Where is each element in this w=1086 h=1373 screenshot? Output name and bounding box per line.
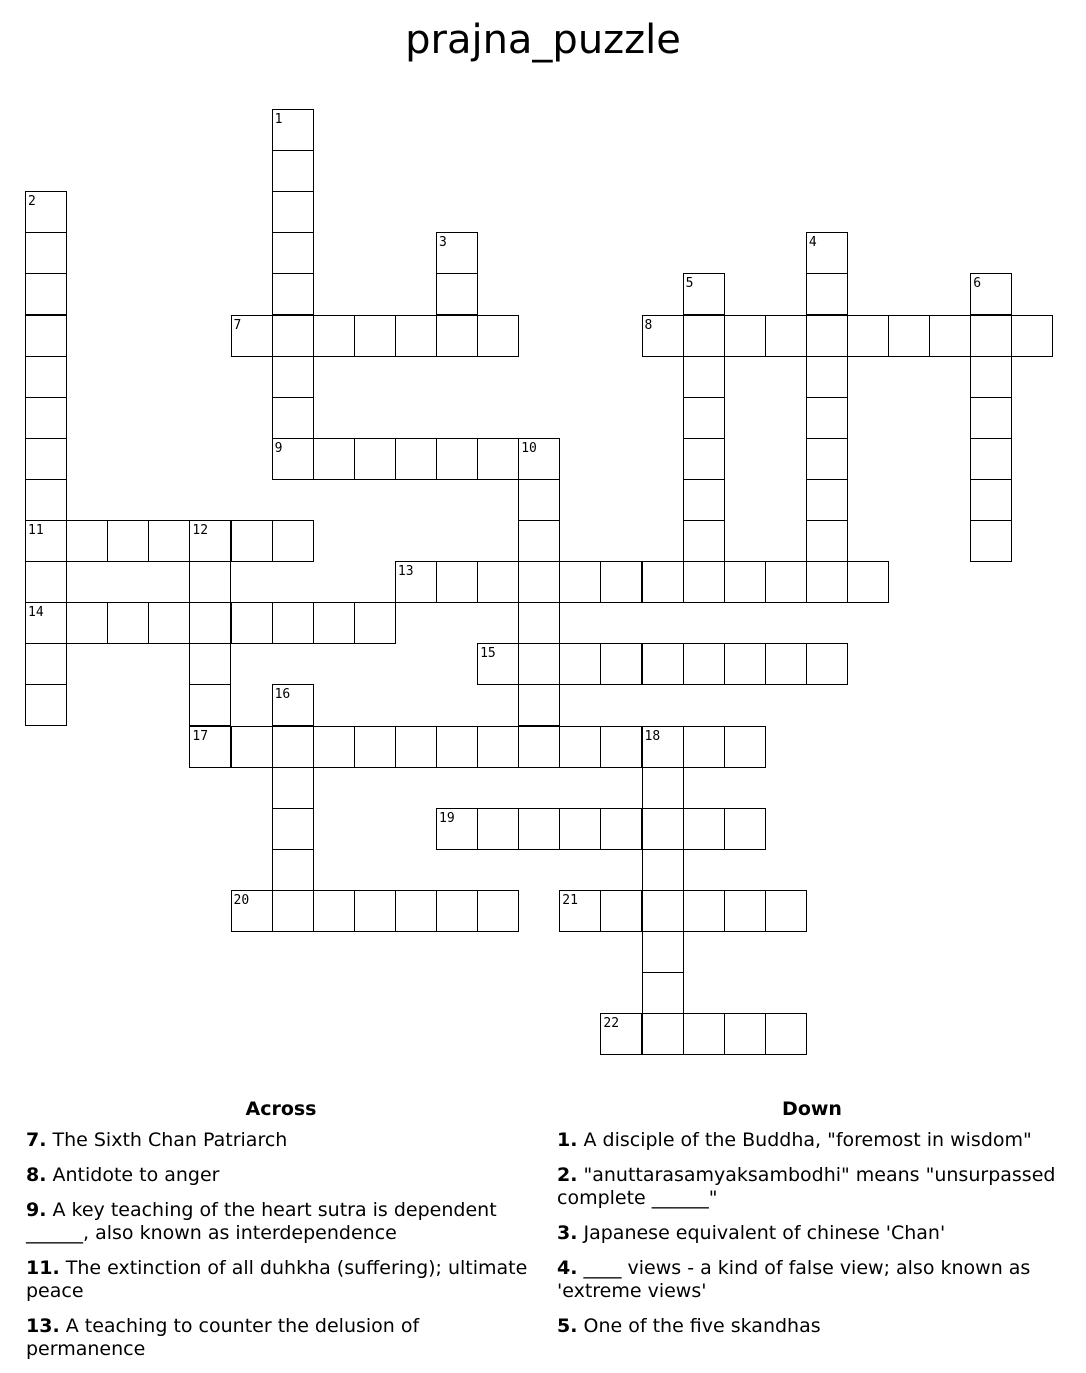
grid-cell[interactable] xyxy=(477,561,519,603)
grid-cell[interactable] xyxy=(642,972,684,1014)
clue-number: 7 xyxy=(233,317,242,333)
grid-cell[interactable] xyxy=(272,684,314,726)
grid-cell[interactable] xyxy=(477,643,519,685)
grid-cell[interactable] xyxy=(272,890,314,932)
grid-cell[interactable] xyxy=(683,726,725,768)
grid-cell[interactable] xyxy=(25,561,67,603)
clue-number: 5 xyxy=(685,276,694,292)
grid-cell[interactable] xyxy=(354,602,396,644)
across-heading: Across xyxy=(245,1098,317,1120)
grid-cell[interactable] xyxy=(765,643,807,685)
grid-cell[interactable] xyxy=(642,315,684,357)
grid-cell[interactable] xyxy=(189,643,231,685)
grid-cell[interactable] xyxy=(724,808,766,850)
grid-cell[interactable] xyxy=(683,890,725,932)
grid-cell[interactable] xyxy=(148,520,190,562)
grid-cell[interactable] xyxy=(559,808,601,850)
grid-cell[interactable] xyxy=(806,438,848,480)
grid-cell[interactable] xyxy=(189,684,231,726)
grid-cell[interactable] xyxy=(272,109,314,151)
clue-across-8: 8. Antidote to anger xyxy=(26,1164,220,1186)
grid-cell[interactable] xyxy=(272,767,314,809)
clue-number: 16 xyxy=(274,687,291,703)
grid-cell[interactable] xyxy=(806,479,848,521)
grid-cell[interactable] xyxy=(272,150,314,192)
grid-cell[interactable] xyxy=(642,808,684,850)
grid-cell[interactable] xyxy=(477,315,519,357)
grid-cell[interactable] xyxy=(25,191,67,233)
grid-cell[interactable] xyxy=(683,397,725,439)
clue-number: 6 xyxy=(973,276,982,292)
grid-cell[interactable] xyxy=(806,273,848,315)
clue-down-4: 4. ____ views - a kind of false view; also known as 'extreme views' xyxy=(557,1257,1031,1302)
grid-cell[interactable] xyxy=(313,438,355,480)
grid-cell[interactable] xyxy=(189,520,231,562)
grid-cell[interactable] xyxy=(518,520,560,562)
grid-cell[interactable] xyxy=(600,643,642,685)
clue-across-11: 11. The extinction of all duhkha (suffering); ultimate peace xyxy=(26,1257,528,1302)
grid-cell[interactable] xyxy=(231,520,273,562)
grid-cell[interactable] xyxy=(642,767,684,809)
grid-cell[interactable] xyxy=(231,726,273,768)
clue-number: 9 xyxy=(274,440,283,456)
grid-cell[interactable] xyxy=(354,726,396,768)
grid-cell[interactable] xyxy=(395,315,437,357)
grid-cell[interactable] xyxy=(189,602,231,644)
grid-cell[interactable] xyxy=(518,438,560,480)
clue-number: 3 xyxy=(439,235,447,251)
grid-cell[interactable] xyxy=(642,1013,684,1055)
grid-cell[interactable] xyxy=(600,808,642,850)
grid-cell[interactable] xyxy=(25,397,67,439)
grid-cell[interactable] xyxy=(642,561,684,603)
grid-cell[interactable] xyxy=(272,849,314,891)
clue-number: 2 xyxy=(28,194,36,210)
grid-cell[interactable] xyxy=(970,438,1012,480)
clue-number: 22 xyxy=(603,1016,620,1032)
grid-cell[interactable] xyxy=(395,438,437,480)
grid-cell[interactable] xyxy=(1011,315,1053,357)
grid-cell[interactable] xyxy=(395,890,437,932)
grid-cell[interactable] xyxy=(477,808,519,850)
down-clues xyxy=(557,1097,1067,1350)
grid-cell[interactable] xyxy=(231,315,273,357)
grid-cell[interactable] xyxy=(642,643,684,685)
grid-cell[interactable] xyxy=(272,397,314,439)
grid-cell[interactable] xyxy=(231,602,273,644)
grid-cell[interactable] xyxy=(313,602,355,644)
down-heading: Down xyxy=(782,1098,842,1120)
grid-cell[interactable] xyxy=(642,890,684,932)
grid-cell[interactable] xyxy=(724,1013,766,1055)
grid-cell[interactable] xyxy=(683,643,725,685)
grid-cell[interactable] xyxy=(518,808,560,850)
clue-down-1: 1. A disciple of the Buddha, "foremost in wisdom" xyxy=(557,1129,1032,1151)
grid-cell[interactable] xyxy=(189,726,231,768)
grid-cell[interactable] xyxy=(25,315,67,357)
grid-cell[interactable] xyxy=(970,315,1012,357)
grid-cell[interactable] xyxy=(313,726,355,768)
grid-cell[interactable] xyxy=(765,1013,807,1055)
grid-cell[interactable] xyxy=(477,890,519,932)
grid-cell[interactable] xyxy=(25,232,67,274)
grid-cell[interactable] xyxy=(395,561,437,603)
grid-cell[interactable] xyxy=(847,315,889,357)
grid-cell[interactable] xyxy=(436,232,478,274)
grid-cell[interactable] xyxy=(683,273,725,315)
grid-cell[interactable] xyxy=(189,561,231,603)
grid-cell[interactable] xyxy=(518,561,560,603)
grid-cell[interactable] xyxy=(436,273,478,315)
grid-cell[interactable] xyxy=(477,438,519,480)
grid-cell[interactable] xyxy=(559,726,601,768)
grid-cell[interactable] xyxy=(272,520,314,562)
grid-cell[interactable] xyxy=(683,315,725,357)
grid-cell[interactable] xyxy=(765,315,807,357)
clue-number: 15 xyxy=(480,646,496,662)
grid-cell[interactable] xyxy=(272,315,314,357)
grid-cell[interactable] xyxy=(683,479,725,521)
clue-number: 13 xyxy=(397,564,414,580)
clue-number: 18 xyxy=(644,728,661,744)
grid-cell[interactable] xyxy=(354,890,396,932)
clue-across-9: 9. A key teaching of the heart sutra is dependent ______, also known as interdependence xyxy=(26,1199,497,1244)
grid-cell[interactable] xyxy=(970,479,1012,521)
clue-number: 17 xyxy=(192,728,209,744)
grid-cell[interactable] xyxy=(970,397,1012,439)
grid-cell[interactable] xyxy=(600,726,642,768)
grid-cell[interactable] xyxy=(683,438,725,480)
grid-cell[interactable] xyxy=(436,438,478,480)
grid-cell[interactable] xyxy=(436,315,478,357)
grid-cell[interactable] xyxy=(354,438,396,480)
grid-cell[interactable] xyxy=(477,726,519,768)
grid-cell[interactable] xyxy=(806,561,848,603)
grid-cell[interactable] xyxy=(559,890,601,932)
grid-cell[interactable] xyxy=(683,808,725,850)
grid-cell[interactable] xyxy=(272,273,314,315)
grid-cell[interactable] xyxy=(313,315,355,357)
clue-number: 14 xyxy=(28,605,44,621)
grid-cell[interactable] xyxy=(66,602,108,644)
grid-cell[interactable] xyxy=(354,315,396,357)
grid-cell[interactable] xyxy=(436,561,478,603)
grid-cell[interactable] xyxy=(600,561,642,603)
grid-cell[interactable] xyxy=(25,520,67,562)
grid-cell[interactable] xyxy=(272,356,314,398)
grid-cell[interactable] xyxy=(765,561,807,603)
clue-down-2: 2. "anuttarasamyaksambodhi" means "unsurpassed complete ______" xyxy=(557,1164,1056,1209)
grid-cell[interactable] xyxy=(25,602,67,644)
grid-cell[interactable] xyxy=(518,479,560,521)
grid-cell[interactable] xyxy=(272,808,314,850)
clue-number: 12 xyxy=(192,523,209,538)
grid-cell[interactable] xyxy=(436,808,478,850)
clue-down-5: 5. One of the five skandhas xyxy=(557,1315,821,1337)
grid-cell[interactable] xyxy=(313,890,355,932)
grid-cell[interactable] xyxy=(272,232,314,274)
clue-number: 20 xyxy=(233,892,250,908)
grid-cell[interactable] xyxy=(107,520,149,562)
grid-cell[interactable] xyxy=(272,191,314,233)
grid-cell[interactable] xyxy=(683,356,725,398)
grid-cell[interactable] xyxy=(724,890,766,932)
clue-across-13: 13. A teaching to counter the delusion of permanence xyxy=(26,1315,420,1360)
grid-cell[interactable] xyxy=(806,232,848,274)
grid-cell[interactable] xyxy=(107,602,149,644)
grid-cell[interactable] xyxy=(518,602,560,644)
grid-cell[interactable] xyxy=(25,356,67,398)
grid-cell[interactable] xyxy=(806,643,848,685)
grid-cell[interactable] xyxy=(806,356,848,398)
grid-cell[interactable] xyxy=(559,561,601,603)
across-clues xyxy=(26,1097,536,1373)
grid-cell[interactable] xyxy=(395,726,437,768)
grid-cell[interactable] xyxy=(970,520,1012,562)
grid-cell[interactable] xyxy=(683,520,725,562)
grid-cell[interactable] xyxy=(806,520,848,562)
clue-number: 10 xyxy=(521,440,537,456)
grid-cell[interactable] xyxy=(806,397,848,439)
clue-number: 21 xyxy=(562,892,578,908)
grid-cell[interactable] xyxy=(970,356,1012,398)
page-title: prajna_puzzle xyxy=(405,17,681,63)
grid-cell[interactable] xyxy=(25,438,67,480)
clue-across-7: 7. The Sixth Chan Patriarch xyxy=(26,1129,288,1151)
grid-cell[interactable] xyxy=(272,726,314,768)
clue-down-3: 3. Japanese equivalent of chinese 'Chan' xyxy=(557,1222,946,1244)
grid-cell[interactable] xyxy=(888,315,930,357)
grid-cell[interactable] xyxy=(436,726,478,768)
clue-number: 1 xyxy=(274,112,283,127)
grid-cell[interactable] xyxy=(683,1013,725,1055)
clue-number: 8 xyxy=(644,317,653,333)
grid-cell[interactable] xyxy=(724,726,766,768)
grid-cell[interactable] xyxy=(518,643,560,685)
grid-cell[interactable] xyxy=(66,520,108,562)
grid-cell[interactable] xyxy=(970,273,1012,315)
grid-cell[interactable] xyxy=(518,684,560,726)
grid-cell[interactable] xyxy=(559,643,601,685)
grid-cell[interactable] xyxy=(683,561,725,603)
clue-number: 19 xyxy=(439,810,455,826)
grid-cell[interactable] xyxy=(724,561,766,603)
grid-cell[interactable] xyxy=(25,479,67,521)
grid-cell[interactable] xyxy=(642,849,684,891)
clue-number: 4 xyxy=(808,235,817,251)
grid-cell[interactable] xyxy=(642,931,684,973)
grid-cell[interactable] xyxy=(272,602,314,644)
grid-cell[interactable] xyxy=(847,561,889,603)
grid-cell[interactable] xyxy=(231,890,273,932)
grid-cell[interactable] xyxy=(436,890,478,932)
grid-cell[interactable] xyxy=(518,726,560,768)
grid-cell[interactable] xyxy=(272,438,314,480)
grid-cell[interactable] xyxy=(642,726,684,768)
grid-cell[interactable] xyxy=(724,315,766,357)
grid-cell[interactable] xyxy=(765,890,807,932)
grid-cell[interactable] xyxy=(600,890,642,932)
grid-cell[interactable] xyxy=(25,273,67,315)
grid-cell[interactable] xyxy=(929,315,971,357)
grid-cell[interactable] xyxy=(806,315,848,357)
grid-cell[interactable] xyxy=(25,684,67,726)
grid-cell[interactable] xyxy=(600,1013,642,1055)
grid-cell[interactable] xyxy=(25,643,67,685)
grid-cell[interactable] xyxy=(148,602,190,644)
clue-number: 11 xyxy=(28,523,44,538)
grid-cell[interactable] xyxy=(724,643,766,685)
